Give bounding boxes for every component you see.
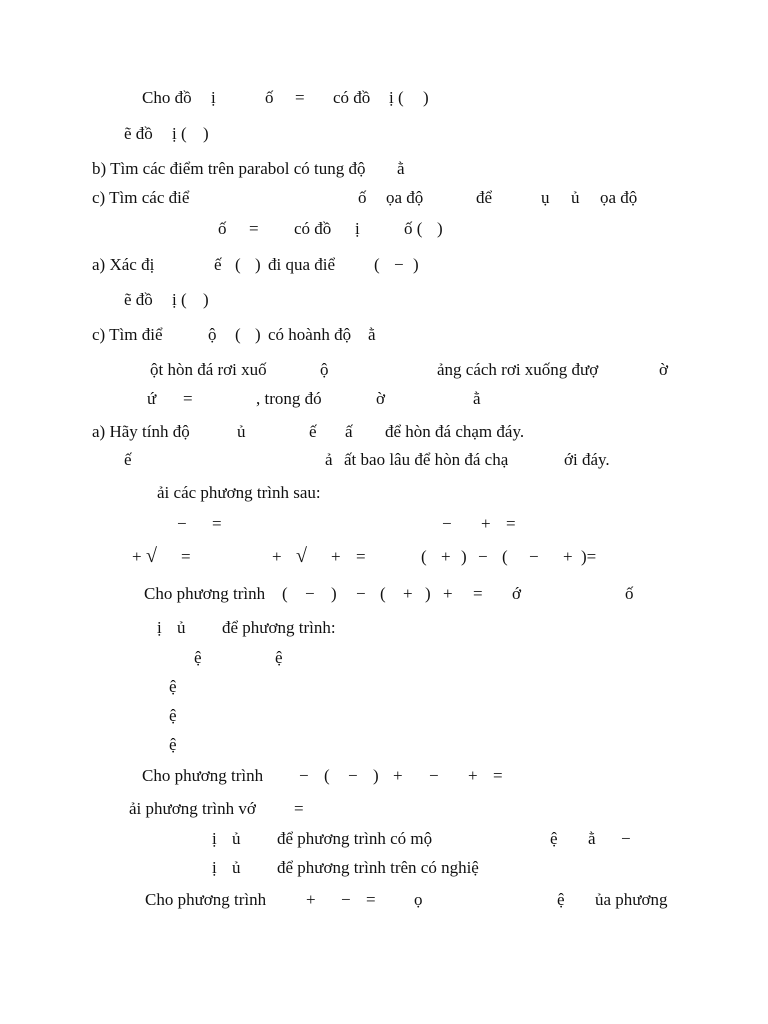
text-fragment: ế [214,255,222,274]
text-fragment: để phương trình có mộ [277,829,433,848]
text-fragment: ảng cách rơi xuống đượ [437,360,599,379]
text-fragment: để phương trình: [222,618,336,637]
text-fragment: ứ [147,389,157,408]
text-line [0,125,768,147]
text-line [0,830,768,852]
text-fragment: ) [461,547,467,566]
text-fragment: ột hòn đá rơi xuố [150,360,267,379]
text-fragment: Cho phương trình [144,584,266,603]
text-fragment: ) [413,255,419,274]
text-fragment: − [529,547,539,566]
text-fragment: ( [502,547,508,566]
text-fragment: ị [212,858,217,877]
text-fragment: c) Tìm các điể [92,188,190,207]
text-fragment: = [356,547,366,566]
text-fragment: ị [212,829,217,848]
text-fragment: ệ [557,890,565,909]
text-fragment: + [403,584,413,603]
text-fragment: đi qua điể [268,255,336,274]
text-fragment: ủ [571,188,580,207]
text-fragment: ( [235,325,241,344]
text-fragment: ố [358,188,367,207]
text-fragment: ố [625,584,634,603]
text-line [0,707,768,729]
text-fragment: ) [373,766,379,785]
text-line [0,545,768,570]
text-fragment: ị [211,88,216,107]
text-fragment: ằ [588,829,596,848]
text-fragment: − [429,766,439,785]
text-line [0,649,768,671]
text-fragment: ) [423,88,429,107]
text-fragment: a) Xác đị [92,255,155,274]
text-fragment: − [177,514,187,533]
text-fragment: ố ( [404,219,423,238]
text-fragment: − [356,584,366,603]
text-fragment: ải phương trình vớ [129,799,256,818]
text-fragment: ờ [659,360,668,379]
text-fragment: ấ [345,422,353,441]
text-fragment: có đồ [333,88,371,107]
text-line [0,585,768,607]
text-line [0,736,768,758]
text-fragment: ) [437,219,443,238]
text-fragment: ới đáy. [564,450,610,469]
text-fragment: = [212,514,222,533]
text-fragment: ị [355,219,360,238]
text-fragment: ị ( [172,290,187,309]
text-fragment: ẽ đồ [124,290,153,309]
text-fragment: = [473,584,483,603]
text-line [0,859,768,881]
text-fragment: ) [331,584,337,603]
text-fragment: ệ [169,735,177,754]
text-fragment: ( [324,766,330,785]
text-fragment: c) Tìm điể [92,325,163,344]
text-line [0,451,768,473]
text-fragment: Cho phương trình [145,890,267,909]
text-fragment: ộ [208,325,217,344]
text-fragment: − [478,547,488,566]
text-fragment: ) [203,124,209,143]
text-fragment: ( [380,584,386,603]
text-fragment: ờ [376,389,385,408]
text-fragment: − [341,890,351,909]
text-fragment: )= [581,547,597,566]
text-line [0,291,768,313]
text-line [0,220,768,242]
text-fragment: ệ [194,648,202,667]
text-fragment: ( [282,584,288,603]
text-line [0,678,768,700]
text-fragment: ải các phương trình sau: [157,483,321,502]
text-fragment: ằ [397,159,405,178]
text-fragment: − [621,829,631,848]
text-fragment: ả [325,450,333,469]
text-fragment: ụ [541,188,550,207]
text-fragment: ất bao lâu để hòn đá chạ [344,450,509,469]
text-fragment: = [493,766,503,785]
text-fragment: + [481,514,491,533]
text-fragment: = [181,547,191,566]
text-fragment: ị ( [389,88,404,107]
text-line [0,256,768,278]
text-fragment: ố [218,219,227,238]
text-line [0,619,768,641]
text-fragment: để hòn đá chạm đáy. [385,422,525,441]
text-fragment: ( [235,255,241,274]
text-fragment: ủ [177,618,186,637]
text-fragment: ị ( [172,124,187,143]
text-fragment: + [443,584,453,603]
text-fragment: ệ [550,829,558,848]
text-fragment: + [393,766,403,785]
text-fragment: để phương trình trên có nghiệ [277,858,479,877]
text-fragment: ệ [169,677,177,696]
text-line [0,160,768,182]
text-fragment: ) [255,325,261,344]
text-line [0,891,768,913]
text-fragment: ( [421,547,427,566]
text-fragment: ọa độ [386,188,424,207]
text-fragment: ) [425,584,431,603]
text-fragment: ẽ đồ [124,124,153,143]
text-fragment: ủa phương [595,890,668,909]
text-fragment: b) Tìm các điểm trên parabol có tung độ [92,159,366,178]
text-fragment: a) Hãy tính độ [92,422,190,441]
text-fragment: ủ [232,829,241,848]
text-line [0,484,768,506]
text-line [0,189,768,211]
sqrt-symbol: √ [296,545,307,567]
text-fragment: ế [309,422,317,441]
text-fragment: ố [265,88,274,107]
text-fragment: ủ [232,858,241,877]
text-fragment: ớ [512,584,521,603]
text-fragment: = [294,799,304,818]
text-fragment: ệ [169,706,177,725]
text-fragment: = [183,389,193,408]
text-fragment: = [295,88,305,107]
text-fragment: ( [374,255,380,274]
text-fragment: ọa độ [600,188,638,207]
text-fragment: ọ [414,890,423,909]
text-line [0,767,768,789]
text-fragment: + [272,547,282,566]
text-fragment: + [563,547,573,566]
text-fragment: Cho đồ [142,88,192,107]
text-fragment: ) [203,290,209,309]
text-fragment: + [132,547,142,566]
text-fragment: + [468,766,478,785]
text-fragment: = [506,514,516,533]
text-fragment: có hoành độ [268,325,352,344]
text-fragment: − [305,584,315,603]
text-fragment: − [442,514,452,533]
text-fragment: ị [157,618,162,637]
text-fragment: để [476,188,493,207]
text-fragment: ệ [275,648,283,667]
text-fragment: ằ [473,389,481,408]
text-fragment: + [441,547,451,566]
text-fragment: − [299,766,309,785]
text-fragment: ủ [237,422,246,441]
text-line [0,89,768,111]
text-fragment: − [348,766,358,785]
text-line [0,390,768,412]
text-fragment: ế [124,450,132,469]
text-fragment: ) [255,255,261,274]
text-fragment: ằ [368,325,376,344]
text-fragment: + [331,547,341,566]
text-line [0,361,768,383]
text-fragment: − [394,255,404,274]
text-fragment: = [249,219,259,238]
text-fragment: , trong đó [256,389,322,408]
text-fragment: Cho phương trình [142,766,264,785]
text-line [0,326,768,348]
text-fragment: ộ [320,360,329,379]
text-fragment: có đồ [294,219,332,238]
text-line [0,515,768,537]
text-fragment: = [366,890,376,909]
text-fragment: + [306,890,316,909]
text-line [0,423,768,445]
sqrt-symbol: √ [146,545,157,567]
text-line [0,800,768,822]
